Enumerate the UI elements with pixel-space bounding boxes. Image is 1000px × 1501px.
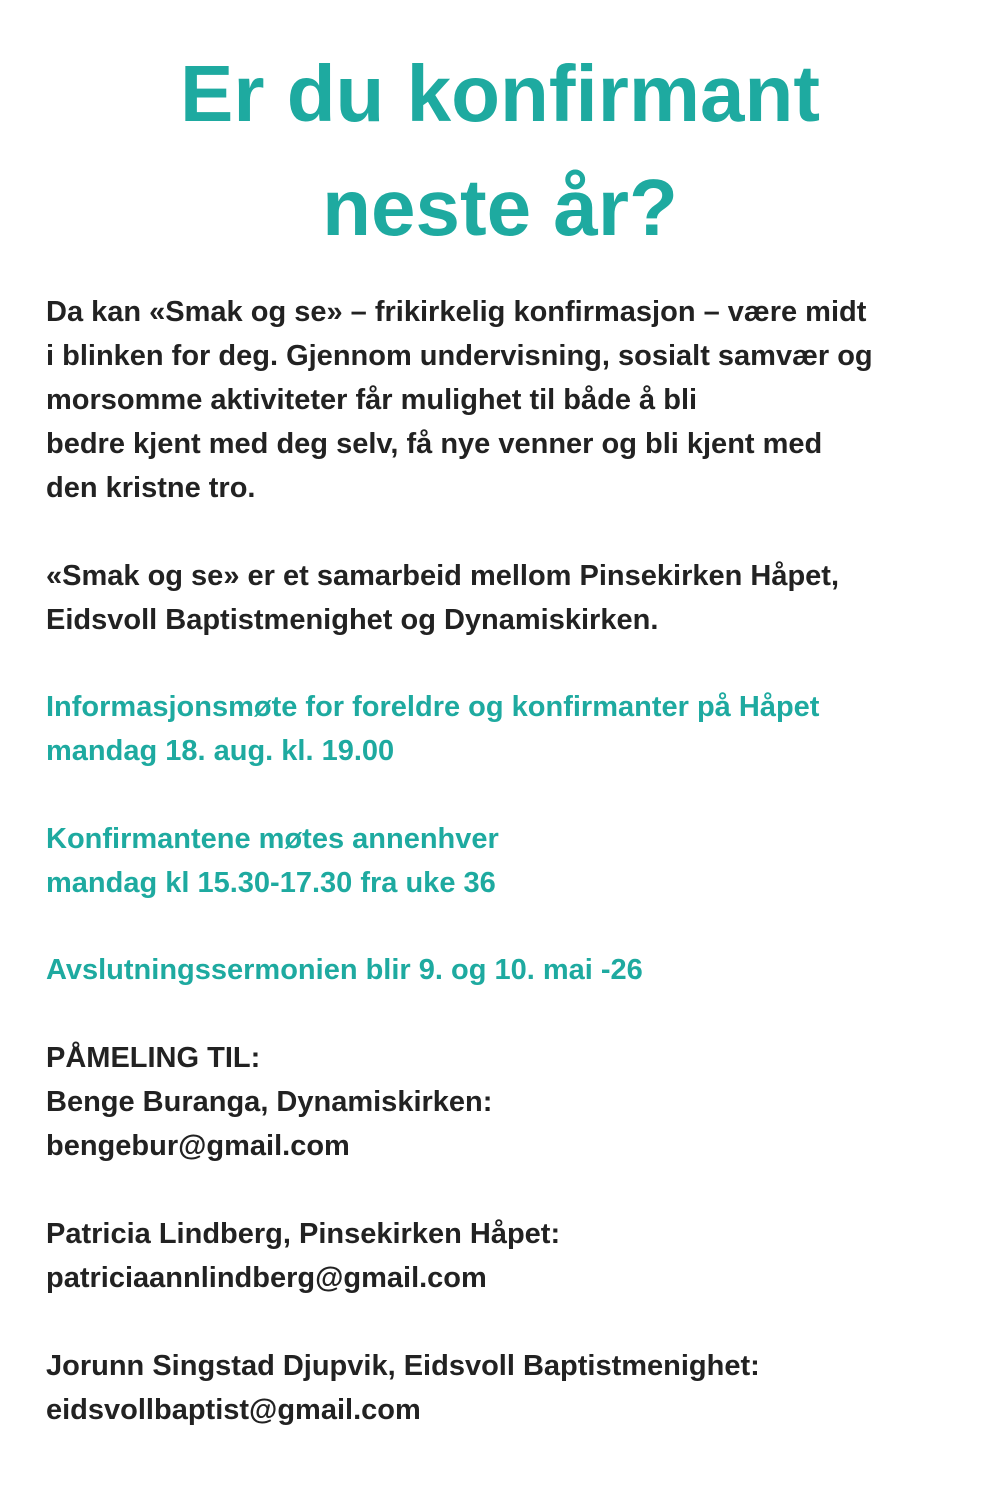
cooperation-line: Eidsvoll Baptistmenighet og Dynamiskirken.	[46, 604, 659, 636]
contact-name: Jorunn Singstad Djupvik, Eidsvoll Baptistmenighet:	[46, 1350, 760, 1382]
contact-email: patriciaannlindberg@gmail.com	[46, 1262, 487, 1294]
schedule-line: mandag kl 15.30-17.30 fra uke 36	[46, 867, 496, 899]
page-title-line-2: neste år?	[322, 163, 678, 252]
contact-name: Patricia Lindberg, Pinsekirken Håpet:	[46, 1218, 561, 1250]
intro-line: i blinken for deg. Gjennom undervisning, sosialt samvær og	[46, 340, 873, 372]
cooperation-line: «Smak og se» er et samarbeid mellom Pinsekirken Håpet,	[46, 560, 840, 592]
intro-line: morsomme aktiviteter får mulighet til både å bli	[46, 384, 698, 416]
intro-line: Da kan «Smak og se» – frikirkelig konfirmasjon – være midt	[46, 296, 867, 328]
info-meeting-line: Informasjonsmøte for foreldre og konfirmanter på Håpet	[46, 691, 820, 723]
contact-email: eidsvollbaptist@gmail.com	[46, 1394, 421, 1426]
page-title-line-1: Er du konfirmant	[179, 49, 821, 138]
contact-email: bengebur@gmail.com	[46, 1130, 350, 1162]
intro-line: den kristne tro.	[46, 472, 256, 504]
schedule-line: Konfirmantene møtes annenhver	[46, 823, 499, 855]
ceremony-text: Avslutningssermonien blir 9. og 10. mai -26	[46, 954, 643, 986]
intro-line: bedre kjent med deg selv, få nye venner og bli kjent med	[46, 428, 823, 460]
info-meeting-line: mandag 18. aug. kl. 19.00	[46, 735, 395, 767]
registration-heading: PÅMELING TIL:	[46, 1042, 261, 1074]
contact-name: Benge Buranga, Dynamiskirken:	[46, 1086, 493, 1118]
